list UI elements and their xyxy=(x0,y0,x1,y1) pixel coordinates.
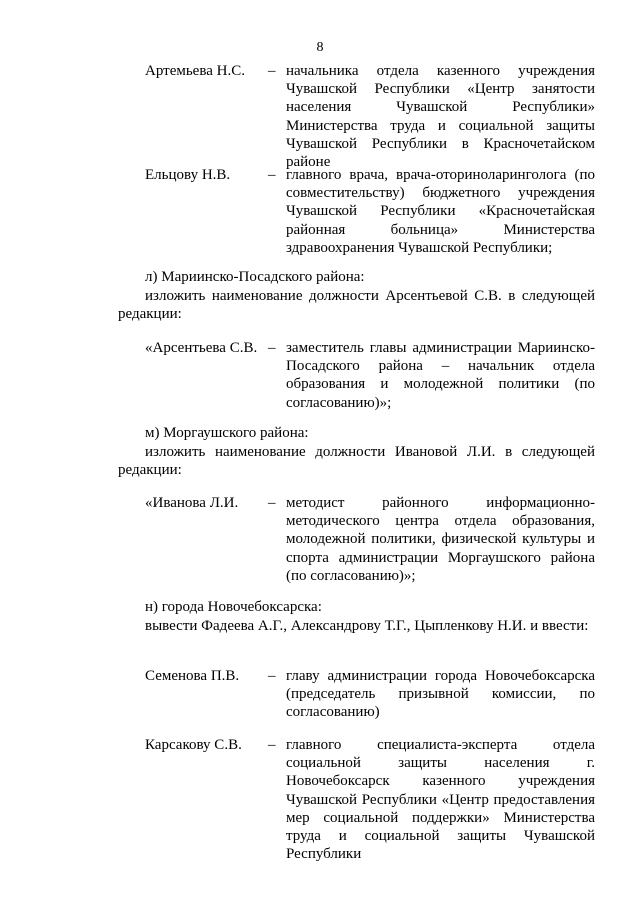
entry-dash: – xyxy=(268,737,276,753)
section-instruction-l xyxy=(118,287,595,323)
entry-arsentyeva xyxy=(145,339,595,412)
instruction-text: изложить наименование должности Арсентьевой С.В. в следующей редакции: xyxy=(118,288,595,323)
entry-description: главу администрации города Новочебоксарска (председатель призывной комиссии, по согласованию) xyxy=(286,668,595,721)
entry-name: Семенова П.В. xyxy=(145,668,240,684)
entry-artemyeva xyxy=(145,62,595,171)
entry-dash: – xyxy=(268,340,276,356)
entry-semenova xyxy=(145,667,595,722)
entry-dash: – xyxy=(268,63,276,79)
entry-description: начальника отдела казенного учреждения Чувашской Республики «Центр занятости населения Чувашской Республики» Министерства труда и социальной защиты Чувашской Республики в Красночетайском районе xyxy=(286,63,595,171)
entry-name: «Иванова Л.И. xyxy=(145,495,239,511)
page-number: 8 xyxy=(316,40,324,55)
entry-dash: – xyxy=(268,495,276,511)
entry-description: методист районного информационно-методического центра отдела образования, молодежной политики, физической культуры и спорта администрации Моргаушского района (по согласованию)»; xyxy=(286,495,595,584)
section-instruction-m xyxy=(118,443,595,479)
section-heading-m: м) Моргаушского района: xyxy=(145,425,309,441)
entry-dash: – xyxy=(268,668,276,684)
entry-dash: – xyxy=(268,167,276,183)
section-heading-n: н) города Новочебоксарска: xyxy=(145,599,322,615)
entry-ivanova xyxy=(145,494,595,585)
entry-description: главного врача, врача-оториноларинголога (по совместительству) бюджетного учреждения Чувашской Республики «Красночетайская районная больница» Министерства здравоохранения Чувашской Республики; xyxy=(286,167,595,256)
entry-description: заместитель главы администрации Мариинско-Посадского района – начальник отдела образования и молодежной политики (по согласованию)»; xyxy=(286,340,595,411)
section-instruction-n xyxy=(118,617,595,635)
entry-name: Ельцову Н.В. xyxy=(145,167,231,183)
entry-name: «Арсентьева С.В. xyxy=(145,340,258,356)
instruction-text: вывести Фадеева А.Г., Александрову Т.Г., Цыпленкову Н.И. и ввести: xyxy=(145,618,589,634)
entry-karsakova xyxy=(145,736,595,863)
entry-eltsova xyxy=(145,166,595,257)
entry-description: главного специалиста-эксперта отдела социальной защиты населения г. Новочебоксарск казенного учреждения Чувашской Республики «Центр предоставления мер социальной поддержки» Министерства труда и социальной защиты Чувашской Республики xyxy=(286,737,595,863)
instruction-text: изложить наименование должности Ивановой Л.И. в следующей редакции: xyxy=(118,444,595,479)
entry-name: Артемьева Н.С. xyxy=(145,63,245,79)
entry-name: Карсакову С.В. xyxy=(145,737,242,753)
section-heading-l: л) Мариинско-Посадского района: xyxy=(145,269,365,285)
